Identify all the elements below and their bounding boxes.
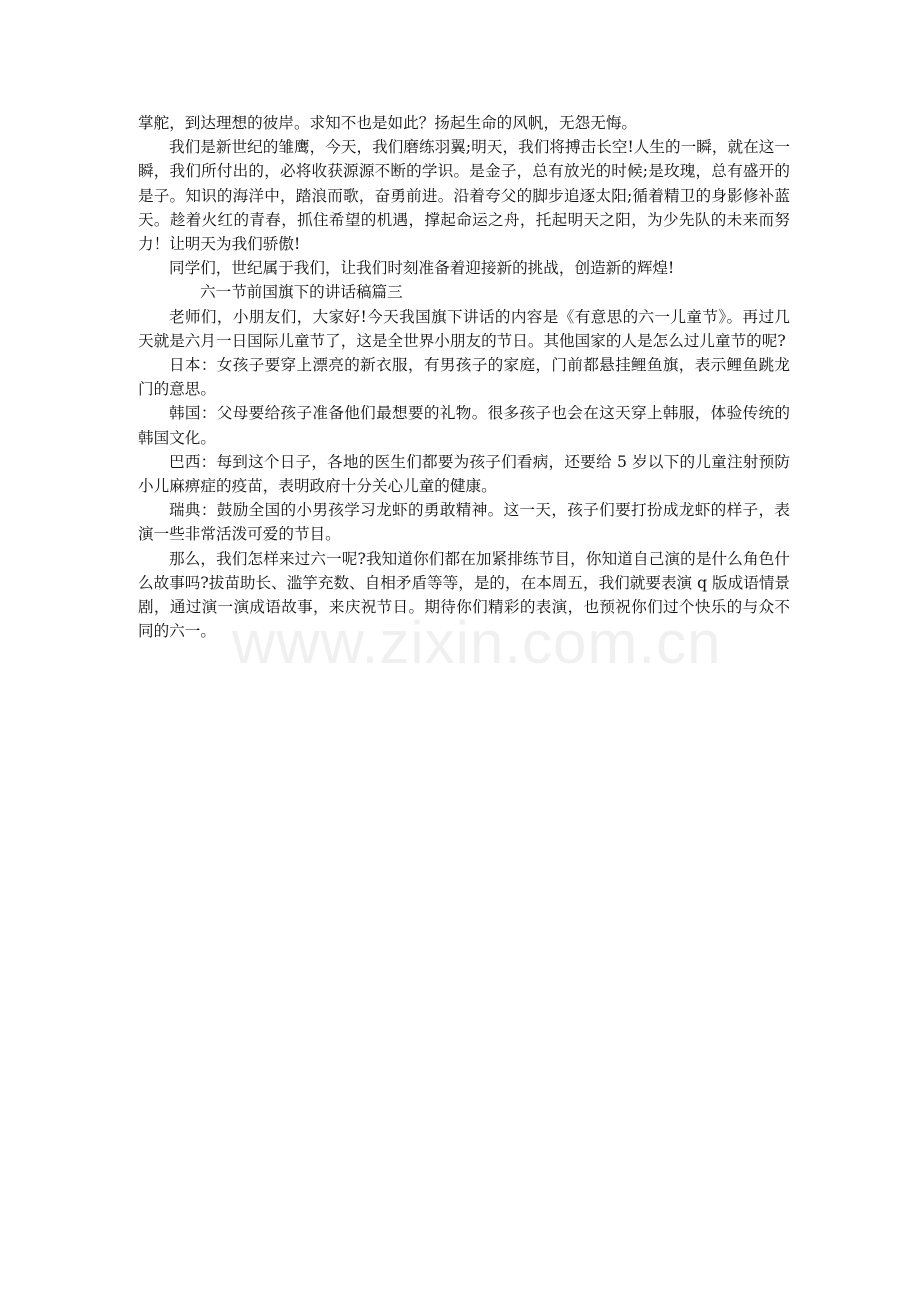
paragraph-4: 老师们，小朋友们，大家好!今天我国旗下讲话的内容是《有意思的六一儿童节》。再过几天就是六月一日国际儿童节了，这是全世界小朋友的节日。其他国家的人是怎么过儿童节的呢? xyxy=(138,307,790,350)
document-body xyxy=(138,111,790,643)
paragraph-2: 我们是新世纪的雏鹰，今天，我们磨练羽翼;明天，我们将搏击长空!人生的一瞬，就在这一瞬，我们所付出的，必将收获源源不断的学识。是金子，总有放光的时候;是玫瑰，总有盛开的是子。知识的海洋中，踏浪而歌，奋勇前进。沿着夸父的脚步追逐太阳;循着精卫的身影修补蓝天。趁着火红的青春，抓住希望的机遇，撑起命运之舟，托起明天之阳，为少先队的未来而努力！让明天为我们骄傲! xyxy=(138,138,790,254)
section-heading: 六一节前国旗下的讲话稿篇三 xyxy=(200,283,403,302)
paragraph-sweden: 瑞典：鼓励全国的小男孩学习龙虾的勇敢精神。这一天，孩子们要打扮成龙虾的样子，表演一些非常活泼可爱的节目。 xyxy=(138,501,790,544)
paragraph-brazil: 巴西：每到这个日子，各地的医生们都要为孩子们看病，还要给 5 岁以下的儿童注射预防小儿麻痹症的疫苗，表明政府十分关心儿童的健康。 xyxy=(138,452,790,496)
watermark: www.zixin.com.cn xyxy=(232,609,722,676)
paragraph-japan: 日本：女孩子要穿上漂亮的新衣服，有男孩子的家庭，门前都悬挂鲤鱼旗，表示鲤鱼跳龙门的意思。 xyxy=(138,356,790,399)
paragraph-closing: 那么，我们怎样来过六一呢?我知道你们都在加紧排练节目，你知道自己演的是什么角色什么故事吗?拔苗助长、滥竽充数、自相矛盾等等，是的，在本周五，我们就要表演 q 版成语情景剧，通过演一演成语故事，来庆祝节日。期待你们精彩的表演，也预祝你们过个快乐的与众不同的六一。 xyxy=(138,549,791,641)
paragraph-korea: 韩国：父母要给孩子准备他们最想要的礼物。很多孩子也会在这天穿上韩服，体验传统的韩国文化。 xyxy=(138,404,790,447)
paragraph-1: 掌舵，到达理想的彼岸。求知不也是如此？扬起生命的风帆，无怨无悔。 xyxy=(138,114,638,132)
paragraph-3: 同学们，世纪属于我们，让我们时刻准备着迎接新的挑战，创造新的辉煌! xyxy=(169,259,675,278)
